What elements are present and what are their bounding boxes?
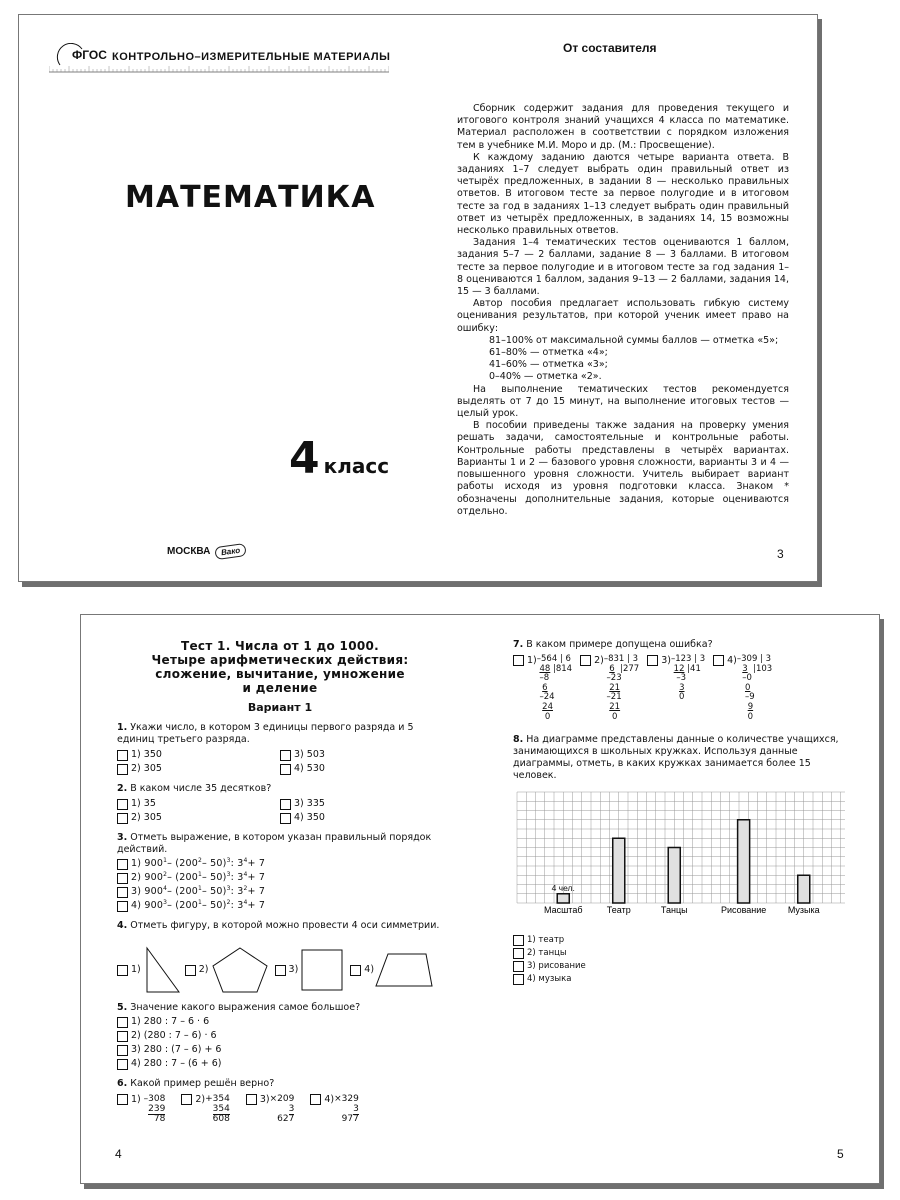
scale-annotation: 4 чел. xyxy=(551,882,575,893)
question-5 xyxy=(117,1002,443,1070)
page-number-right: 5 xyxy=(837,1147,844,1161)
right-page xyxy=(513,639,853,985)
question-number: 8. xyxy=(513,734,524,746)
checkbox[interactable] xyxy=(280,764,291,775)
trapezoid-icon xyxy=(374,946,436,994)
long-division: –564 | 6 48 |814 –8 6 –24 24 0 xyxy=(536,654,573,722)
checkbox[interactable] xyxy=(117,859,128,870)
checkbox[interactable] xyxy=(246,1094,257,1105)
checkbox[interactable] xyxy=(280,750,291,761)
question-text: В каком примере допущена ошибка? xyxy=(526,639,713,650)
chart-svg xyxy=(513,790,845,920)
preface-paragraph: К каждому заданию даются четыре варианта ответа. В заданиях 1–7 следует выбрать один правильный ответ из четырёх предложенных, в задании 8 — несколько правильных ответов. В итоговом тесте за первое полугодие и в итоговом тесте за год в заданиях 1–13 следует выбрать один правильный ответ из четырёх предложенных, в заданиях 14, 15 возможны несколько правильных ответов. xyxy=(457,151,789,237)
question-number: 7. xyxy=(513,639,524,650)
chart-bar xyxy=(738,820,750,903)
answer-option[interactable]: 4) 350 xyxy=(280,812,443,824)
checkbox[interactable] xyxy=(185,965,196,976)
column-calculation: –308 239 78 xyxy=(140,1094,166,1124)
checkbox[interactable] xyxy=(117,1045,128,1056)
grading-scale-line: 41–60% — отметка «3»; xyxy=(489,359,608,371)
checkbox[interactable] xyxy=(117,799,128,810)
test-title xyxy=(117,639,443,695)
checkbox[interactable] xyxy=(513,655,524,666)
checkbox[interactable] xyxy=(713,655,724,666)
checkbox[interactable] xyxy=(513,948,524,959)
preface-paragraph: Сборник содержит задания для проведения текущего и итогового контроля знаний учащихся 4 класса по математике. Материал расположен в соответствии с порядком изложения тем в учебнике М.И. Моро и др. (М.: Просвещение). xyxy=(457,103,789,151)
answer-option[interactable]: 2) танцы xyxy=(513,947,853,959)
answer-option[interactable]: 4) –309 | 3 3 |103 –0 0 –9 9 0 xyxy=(713,655,772,722)
long-division: –123 | 3 12 |41 –3 3 0 xyxy=(670,654,706,703)
question-number: 5. xyxy=(117,1002,128,1013)
test-title-line: сложение, вычитание, умножение xyxy=(155,667,405,681)
answer-option[interactable]: 4) xyxy=(350,946,436,994)
checkbox[interactable] xyxy=(117,1059,128,1070)
page-number-left: 4 xyxy=(115,1147,122,1161)
question-text: В каком числе 35 десятков? xyxy=(130,783,272,794)
question-text: Отметь фигуру, в которой можно провести 4 оси симметрии. xyxy=(130,920,440,931)
variant-label: Вариант 1 xyxy=(247,701,313,714)
answer-option[interactable]: 3) –123 | 3 12 |41 –3 3 0 xyxy=(647,655,705,722)
column-calculation: ×329 3 977 xyxy=(334,1094,359,1124)
checkbox[interactable] xyxy=(117,887,128,898)
checkbox[interactable] xyxy=(117,1031,128,1042)
grade-label xyxy=(289,433,389,484)
series-title: КОНТРОЛЬНО–ИЗМЕРИТЕЛЬНЫЕ МАТЕРИАЛЫ xyxy=(112,51,391,63)
city: МОСКВА xyxy=(167,546,211,557)
top-spread xyxy=(18,14,818,582)
answer-option[interactable]: 1) 350 xyxy=(117,749,280,761)
checkbox[interactable] xyxy=(647,655,658,666)
chart-bar xyxy=(613,838,625,903)
question-number: 1. xyxy=(117,722,128,733)
triangle-icon xyxy=(141,946,181,994)
checkbox[interactable] xyxy=(513,961,524,972)
answer-option[interactable]: 3) 900 $^4$ – (200 $^1$ – 50) $^3$ : 3 $^2$ + 7 xyxy=(117,886,443,898)
answer-option[interactable]: 1) –564 | 6 48 |814 –8 6 –24 24 0 xyxy=(513,655,572,722)
checkbox[interactable] xyxy=(275,965,286,976)
preface-text xyxy=(457,103,789,518)
category-label: Музыка xyxy=(787,905,820,916)
checkbox[interactable] xyxy=(280,813,291,824)
preface-paragraph: Автор пособия предлагает использовать гибкую систему оценивания результатов, при которой ученик имеет право на ошибку: xyxy=(457,298,789,334)
category-label: Масштаб xyxy=(543,905,583,916)
category-label: Рисование xyxy=(720,905,767,916)
question-number: 4. xyxy=(117,920,128,931)
answer-option[interactable]: 2) –831 | 3 6 |277 –23 21 –21 21 0 xyxy=(580,655,639,722)
long-division: –309 | 3 3 |103 –0 0 –9 9 0 xyxy=(736,654,773,722)
bar-chart xyxy=(513,790,853,924)
page-number: 3 xyxy=(777,547,784,561)
answer-option[interactable]: 1) 900 $^1$ – (200 $^2$ – 50) $^3$ : 3 $^4$ + 7 xyxy=(117,858,443,870)
category-label: Театр xyxy=(606,905,631,916)
chart-bar xyxy=(557,894,569,903)
answer-option[interactable]: 2) +354 354 608 xyxy=(181,1094,230,1124)
checkbox[interactable] xyxy=(350,965,361,976)
checkbox[interactable] xyxy=(117,750,128,761)
answer-option[interactable]: 4) ×329 3 977 xyxy=(310,1094,359,1124)
ruler-decoration xyxy=(49,65,389,73)
checkbox[interactable] xyxy=(117,901,128,912)
answer-option[interactable]: 3) 335 xyxy=(280,798,443,810)
grading-scale-line: 0–40% — отметка «2». xyxy=(489,371,602,383)
question-6 xyxy=(117,1078,443,1124)
checkbox[interactable] xyxy=(117,965,128,976)
answer-option[interactable]: 4) музыка xyxy=(513,973,853,985)
checkbox[interactable] xyxy=(117,1017,128,1028)
question-number: 3. xyxy=(117,832,128,843)
answer-option[interactable]: 1) 35 xyxy=(117,798,280,810)
answer-option[interactable]: 1) xyxy=(117,946,181,994)
column-calculation: ×209 3 627 xyxy=(269,1094,295,1124)
question-7 xyxy=(513,639,853,722)
column-calculation: +354 354 608 xyxy=(205,1094,230,1124)
square-icon xyxy=(298,946,346,994)
question-text: Какой пример решён верно? xyxy=(130,1078,275,1089)
answer-option[interactable]: 3) 280 : (7 – 6) + 6 xyxy=(117,1044,443,1056)
answer-option[interactable]: 2) 305 xyxy=(117,812,280,824)
checkbox[interactable] xyxy=(513,935,524,946)
checkbox[interactable] xyxy=(117,813,128,824)
publisher-logo: Вако xyxy=(214,543,247,560)
checkbox[interactable] xyxy=(117,873,128,884)
answer-option[interactable]: 3) xyxy=(275,946,347,994)
answer-option[interactable]: 4) 900 $^3$ – (200 $^1$ – 50) $^2$ : 3 $^4$ + 7 xyxy=(117,900,443,912)
pentagon-icon xyxy=(209,946,271,994)
long-division: –831 | 3 6 |277 –23 21 –21 21 0 xyxy=(603,654,640,722)
chart-bar xyxy=(668,848,680,904)
question-3 xyxy=(117,832,443,912)
preface-title: От составителя xyxy=(563,41,657,55)
grading-scale-line: 81–100% от максимальной суммы баллов — отметка «5»; xyxy=(489,334,779,346)
preface-paragraph: Задания 1–4 тематических тестов оцениваются 1 баллом, задания 5–7 — 2 баллами, задание 8 — 3 баллами. В итоговом тесте за первое полугодие и в итоговом тесте за год задания 1–8 оцениваются 1 баллом, задания 9–13 — 2 баллами, задания 14, 15 — 3 баллами. xyxy=(457,237,789,298)
checkbox[interactable] xyxy=(280,799,291,810)
question-number: 6. xyxy=(117,1078,128,1089)
checkbox[interactable] xyxy=(117,1094,128,1105)
question-text: Отметь выражение, в котором указан правильный порядок действий. xyxy=(117,832,432,855)
checkbox[interactable] xyxy=(513,974,524,985)
test-title-line: и деление xyxy=(242,681,318,695)
question-1 xyxy=(117,722,443,775)
checkbox[interactable] xyxy=(181,1094,192,1105)
bottom-spread xyxy=(80,614,880,1184)
left-page xyxy=(117,639,443,1124)
answer-option[interactable]: 3) рисование xyxy=(513,960,853,972)
question-8 xyxy=(513,734,853,985)
answer-option[interactable]: 2) (280 : 7 – 6) · 6 xyxy=(117,1030,443,1042)
grade-number: 4 xyxy=(289,433,320,484)
publisher-line xyxy=(167,545,246,558)
answer-option[interactable]: 2) 900 $^2$ – (200 $^1$ – 50) $^3$ : 3 $^4$ + 7 xyxy=(117,872,443,884)
answer-option[interactable]: 4) 530 xyxy=(280,763,443,775)
grading-scale-line: 61–80% — отметка «4»; xyxy=(489,347,608,359)
subject-title: МАТЕМАТИКА xyxy=(125,180,376,215)
question-4 xyxy=(117,920,443,994)
question-2 xyxy=(117,783,443,824)
answer-option[interactable]: 1) 280 : 7 – 6 · 6 xyxy=(117,1016,443,1028)
question-text: На диаграмме представлены данные о количестве учащихся, занимающихся в школьных кружках. Используя данные диаграммы, отметь, в каких кружках занимается более 15 человек. xyxy=(513,734,839,782)
answer-option[interactable]: 3) 503 xyxy=(280,749,443,761)
answer-option[interactable]: 1) –308 239 78 xyxy=(117,1094,165,1124)
grade-word: класс xyxy=(323,454,390,478)
test-title-line: Тест 1. Числа от 1 до 1000. xyxy=(180,639,379,653)
answer-option[interactable]: 2) xyxy=(185,946,271,994)
category-label: Танцы xyxy=(660,905,688,916)
test-title-line: Четыре арифметических действия: xyxy=(151,653,409,667)
series-logo: ФГОС xyxy=(72,48,107,62)
answer-option[interactable]: 1) театр xyxy=(513,934,853,946)
checkbox[interactable] xyxy=(117,764,128,775)
question-text: Значение какого выражения самое большое? xyxy=(130,1002,361,1013)
checkbox[interactable] xyxy=(580,655,591,666)
answer-option[interactable]: 4) 280 : 7 – (6 + 6) xyxy=(117,1058,443,1070)
question-text: Укажи число, в котором 3 единицы первого разряда и 5 единиц третьего разряда. xyxy=(117,722,414,745)
preface-paragraph: В пособии приведены также задания на проверку умения решать задачи, самостоятельные и контрольные работы. Контрольные работы представлены в четырёх вариантах. Варианты 1 и 2 — базового уровня сложности, варианты 3 и 4 — повышенного уровня сложности. Учитель выбирает вариант работы исходя из уровня подготовки класса. Знаком * обозначены дополнительные задания, которые оцениваются отдельно. xyxy=(457,420,789,517)
chart-bar xyxy=(798,875,810,903)
answer-option[interactable]: 2) 305 xyxy=(117,763,280,775)
preface-paragraph: На выполнение тематических тестов рекомендуется выделять от 7 до 15 минут, на выполнение итоговых тестов — целый урок. xyxy=(457,383,789,420)
checkbox[interactable] xyxy=(310,1094,321,1105)
answer-option[interactable]: 3) ×209 3 627 xyxy=(246,1094,295,1124)
question-number: 2. xyxy=(117,783,128,794)
